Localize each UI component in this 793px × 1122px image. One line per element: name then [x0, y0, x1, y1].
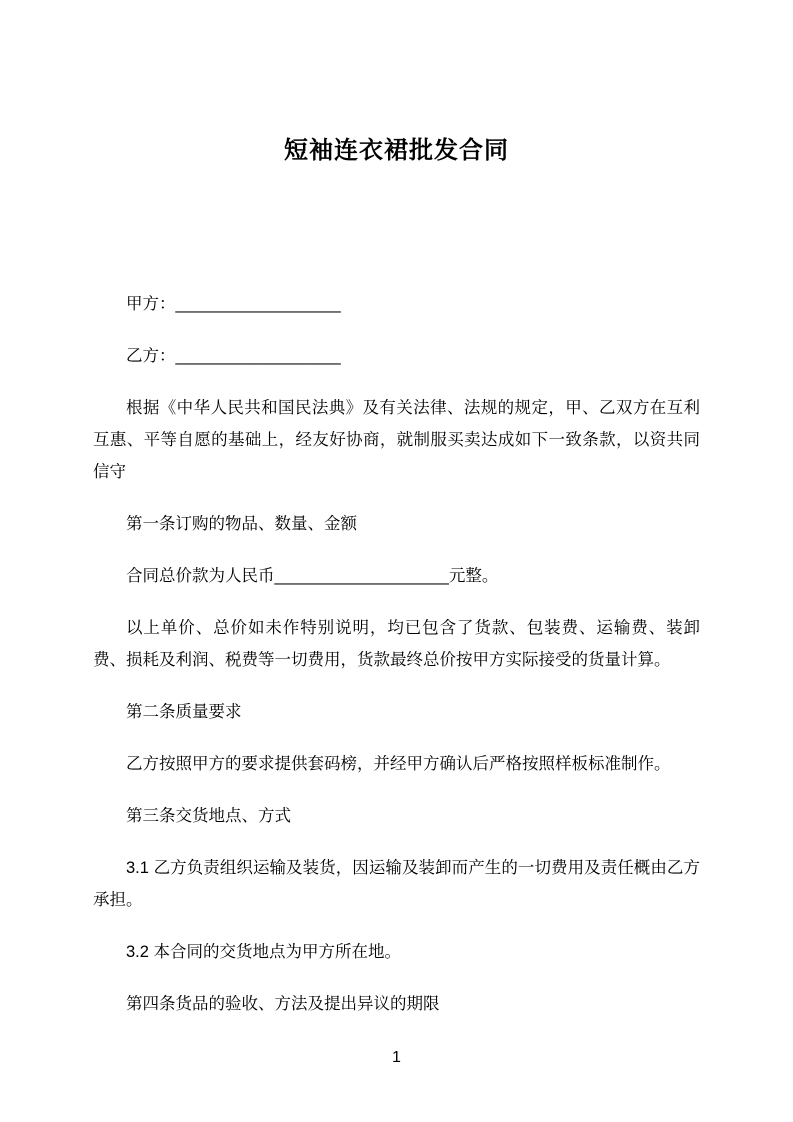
- party-a-line: 甲方：__________________: [126, 295, 341, 313]
- party-b-line: 乙方：__________________: [126, 347, 341, 365]
- article-1-heading: 第一条订购的物品、数量、金额: [126, 515, 357, 533]
- quality-requirement-paragraph: 乙方按照甲方的要求提供套码榜，并经甲方确认后严格按照样板标准制作。: [126, 755, 671, 773]
- page-number: 1: [392, 1049, 401, 1066]
- price-inclusions-paragraph: 以上单价、总价如未作特别说明，均已包含了货款、包装费、运输费、装卸费、损耗及利润、税费等一切费用，货款最终总价按甲方实际接受的货量计算。: [93, 619, 700, 669]
- clause-3-1-paragraph: 3.1 乙方负责组织运输及装货，因运输及装卸而产生的一切费用及责任概由乙方承担。: [93, 859, 700, 909]
- article-2-heading: 第二条质量要求: [126, 703, 242, 721]
- article-3-heading: 第三条交货地点、方式: [126, 807, 291, 825]
- preamble-paragraph: 根据《中华人民共和国民法典》及有关法律、法规的规定，甲、乙双方在互利互惠、平等自愿的基础上，经友好协商，就制服买卖达成如下一致条款，以资共同信守: [93, 399, 700, 481]
- document-title: 短袖连衣裙批发合同: [284, 137, 509, 164]
- article-4-heading: 第四条货品的验收、方法及提出异议的期限: [126, 995, 440, 1013]
- total-price-line: 合同总价款为人民币___________________元整。: [126, 567, 499, 585]
- clause-3-2-paragraph: 3.2 本合同的交货地点为甲方所在地。: [126, 943, 402, 961]
